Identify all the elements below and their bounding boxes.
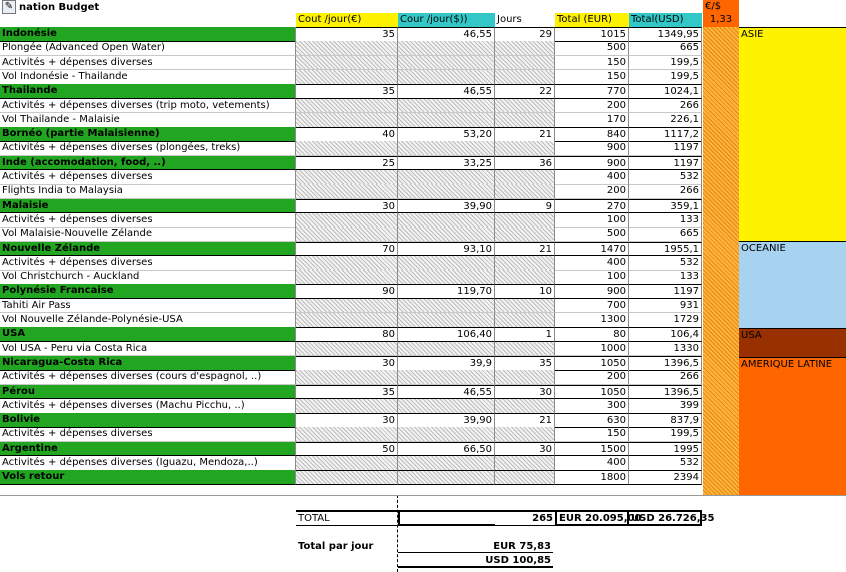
- row-label[interactable]: Inde (accomodation, food, ..): [0, 156, 296, 171]
- cost-per-day-usd[interactable]: 66,50: [398, 442, 495, 457]
- cost-per-day-usd[interactable]: [398, 427, 495, 442]
- cost-per-day-usd[interactable]: 106,40: [398, 327, 495, 342]
- cost-per-day-eur[interactable]: [296, 399, 398, 414]
- total-usd-cell[interactable]: 532: [629, 170, 702, 185]
- total-eur-cell[interactable]: 1050: [555, 385, 629, 400]
- days-count[interactable]: [495, 399, 555, 414]
- row-label[interactable]: Vol USA - Peru via Costa Rica: [0, 342, 296, 357]
- cost-per-day-usd[interactable]: [398, 99, 495, 114]
- total-usd-cell[interactable]: 266: [629, 99, 702, 114]
- cost-per-day-eur[interactable]: 25: [296, 156, 398, 171]
- cost-per-day-usd[interactable]: [398, 56, 495, 71]
- row-label[interactable]: Activités + dépenses diverses: [0, 56, 296, 71]
- total-usd-cell[interactable]: 665: [629, 41, 702, 56]
- row-label[interactable]: Thailande: [0, 84, 296, 99]
- cost-per-day-eur[interactable]: 30: [296, 413, 398, 428]
- header-days[interactable]: Jours: [497, 14, 522, 25]
- total-eur-cell[interactable]: 500: [555, 227, 629, 242]
- days-count[interactable]: [495, 41, 555, 56]
- total-usd-cell[interactable]: 399: [629, 399, 702, 414]
- total-usd-cell[interactable]: 1396,5: [629, 385, 702, 400]
- total-days[interactable]: 265: [495, 510, 555, 526]
- cost-per-day-usd[interactable]: 39,90: [398, 413, 495, 428]
- total-eur-cell[interactable]: 840: [555, 127, 629, 142]
- per-day-usd[interactable]: USD 100,85: [398, 554, 553, 568]
- cost-per-day-usd[interactable]: [398, 170, 495, 185]
- row-label[interactable]: Activités + dépenses diverses: [0, 170, 296, 185]
- cost-per-day-usd[interactable]: 46,55: [398, 84, 495, 99]
- cost-per-day-usd[interactable]: 53,20: [398, 127, 495, 142]
- cost-per-day-eur[interactable]: [296, 342, 398, 357]
- cost-per-day-eur[interactable]: [296, 370, 398, 385]
- header-cost-eur[interactable]: Cout /jour(€): [296, 13, 398, 27]
- cost-per-day-usd[interactable]: [398, 41, 495, 56]
- row-label[interactable]: Activités + dépenses diverses: [0, 213, 296, 228]
- rate-label[interactable]: €/$: [703, 0, 739, 13]
- days-count[interactable]: [495, 113, 555, 128]
- days-count[interactable]: [495, 299, 555, 314]
- total-eur[interactable]: EUR 20.095,00: [555, 510, 629, 526]
- cost-per-day-usd[interactable]: [398, 270, 495, 285]
- total-usd-cell[interactable]: 1024,1: [629, 84, 702, 99]
- days-count[interactable]: [495, 141, 555, 156]
- days-count[interactable]: [495, 427, 555, 442]
- row-label[interactable]: Activités + dépenses diverses (cours d'espagnol, ..): [0, 370, 296, 385]
- row-label[interactable]: Nicaragua-Costa Rica: [0, 356, 296, 371]
- total-eur-cell[interactable]: 900: [555, 141, 629, 156]
- total-usd-cell[interactable]: 1349,95: [629, 27, 702, 42]
- total-eur-cell[interactable]: 400: [555, 256, 629, 271]
- total-eur-cell[interactable]: 900: [555, 156, 629, 171]
- cost-per-day-eur[interactable]: [296, 41, 398, 56]
- cost-per-day-eur[interactable]: 40: [296, 127, 398, 142]
- total-eur-cell[interactable]: 80: [555, 327, 629, 342]
- total-eur-cell[interactable]: 630: [555, 413, 629, 428]
- row-label[interactable]: Plongée (Advanced Open Water): [0, 41, 296, 56]
- total-eur-cell[interactable]: 200: [555, 99, 629, 114]
- total-usd-cell[interactable]: 1330: [629, 342, 702, 357]
- days-count[interactable]: [495, 256, 555, 271]
- cost-per-day-eur[interactable]: [296, 99, 398, 114]
- total-usd-cell[interactable]: 931: [629, 299, 702, 314]
- total-eur-cell[interactable]: 400: [555, 170, 629, 185]
- cost-per-day-eur[interactable]: [296, 299, 398, 314]
- total-usd-cell[interactable]: 199,5: [629, 56, 702, 71]
- days-count[interactable]: 1: [495, 327, 555, 342]
- cost-per-day-eur[interactable]: [296, 141, 398, 156]
- total-usd-cell[interactable]: 133: [629, 270, 702, 285]
- cost-per-day-eur[interactable]: 30: [296, 199, 398, 214]
- days-count[interactable]: 29: [495, 27, 555, 42]
- days-count[interactable]: 10: [495, 284, 555, 299]
- total-usd-cell[interactable]: 266: [629, 370, 702, 385]
- row-label[interactable]: Activités + dépenses diverses (trip moto, vetements): [0, 99, 296, 114]
- total-eur-cell[interactable]: 700: [555, 299, 629, 314]
- days-count[interactable]: [495, 99, 555, 114]
- cost-per-day-usd[interactable]: [398, 213, 495, 228]
- days-count[interactable]: [495, 313, 555, 328]
- row-label[interactable]: Vol Indonésie - Thailande: [0, 70, 296, 85]
- header-total-usd[interactable]: Total(USD): [629, 13, 702, 27]
- days-count[interactable]: [495, 170, 555, 185]
- cost-per-day-eur[interactable]: [296, 270, 398, 285]
- cost-per-day-usd[interactable]: [398, 227, 495, 242]
- total-usd-cell[interactable]: 199,5: [629, 427, 702, 442]
- total-usd-cell[interactable]: 1955,1: [629, 242, 702, 257]
- row-label[interactable]: Activités + dépenses diverses: [0, 427, 296, 442]
- gridline: [0, 495, 846, 496]
- column-divider: [397, 495, 398, 572]
- cost-per-day-usd[interactable]: 46,55: [398, 385, 495, 400]
- row-label[interactable]: Activités + dépenses diverses (Machu Picchu, ..): [0, 399, 296, 414]
- row-label[interactable]: Vol Nouvelle Zélande-Polynésie-USA: [0, 313, 296, 328]
- cost-per-day-eur[interactable]: [296, 470, 398, 485]
- cost-per-day-usd[interactable]: [398, 299, 495, 314]
- row-label[interactable]: Nouvelle Zélande: [0, 242, 296, 257]
- total-eur-cell[interactable]: 770: [555, 84, 629, 99]
- total-eur-cell[interactable]: 100: [555, 270, 629, 285]
- header-cost-usd[interactable]: Cour /jour($)): [398, 13, 495, 27]
- total-eur-cell[interactable]: 200: [555, 184, 629, 199]
- days-count[interactable]: [495, 213, 555, 228]
- row-label[interactable]: USA: [0, 327, 296, 342]
- days-count[interactable]: [495, 184, 555, 199]
- per-day-label[interactable]: Total par jour: [298, 541, 374, 552]
- cost-per-day-eur[interactable]: 35: [296, 84, 398, 99]
- row-label[interactable]: Polynésie Francaise: [0, 284, 296, 299]
- row-label[interactable]: Vols retour: [0, 470, 296, 485]
- row-label[interactable]: Argentine: [0, 442, 296, 457]
- row-label[interactable]: Activités + dépenses diverses (Iguazu, Mendoza,..): [0, 456, 296, 471]
- total-eur-cell[interactable]: 500: [555, 41, 629, 56]
- days-count[interactable]: 36: [495, 156, 555, 171]
- total-eur-cell[interactable]: 100: [555, 213, 629, 228]
- header-total-eur[interactable]: Total (EUR): [555, 13, 629, 27]
- row-label[interactable]: Bornéo (partie Malaisienne): [0, 127, 296, 142]
- cost-per-day-usd[interactable]: [398, 370, 495, 385]
- row-label[interactable]: Tahiti Air Pass: [0, 299, 296, 314]
- total-eur-cell[interactable]: 200: [555, 370, 629, 385]
- cost-per-day-usd[interactable]: 33,25: [398, 156, 495, 171]
- cost-per-day-usd[interactable]: [398, 141, 495, 156]
- total-eur-cell[interactable]: 1300: [555, 313, 629, 328]
- row-label[interactable]: Vol Malaisie-Nouvelle Zélande: [0, 227, 296, 242]
- total-usd-cell[interactable]: 665: [629, 227, 702, 242]
- total-eur-cell[interactable]: 900: [555, 284, 629, 299]
- cost-per-day-usd[interactable]: [398, 313, 495, 328]
- total-usd-cell[interactable]: 1729: [629, 313, 702, 328]
- cost-per-day-usd[interactable]: [398, 399, 495, 414]
- row-label[interactable]: Vol Thailande - Malaisie: [0, 113, 296, 128]
- total-usd-cell[interactable]: 133: [629, 213, 702, 228]
- cost-per-day-usd[interactable]: [398, 470, 495, 485]
- cost-per-day-eur[interactable]: [296, 456, 398, 471]
- region-amerique-latine[interactable]: AMERIQUE LATINE: [739, 357, 846, 495]
- total-eur-cell[interactable]: 150: [555, 427, 629, 442]
- cost-per-day-eur[interactable]: 80: [296, 327, 398, 342]
- cost-per-day-eur[interactable]: [296, 256, 398, 271]
- cost-per-day-usd[interactable]: [398, 456, 495, 471]
- total-eur-cell[interactable]: 1470: [555, 242, 629, 257]
- total-label[interactable]: TOTAL: [296, 510, 398, 526]
- region-usa[interactable]: USA: [739, 328, 846, 357]
- region-asie[interactable]: ASIE: [739, 27, 846, 241]
- days-count[interactable]: [495, 456, 555, 471]
- cost-per-day-usd[interactable]: [398, 70, 495, 85]
- cost-per-day-eur[interactable]: [296, 227, 398, 242]
- days-count[interactable]: [495, 227, 555, 242]
- days-count[interactable]: 22: [495, 84, 555, 99]
- cost-per-day-eur[interactable]: 35: [296, 385, 398, 400]
- days-count[interactable]: 9: [495, 199, 555, 214]
- total-usd-cell[interactable]: 1197: [629, 141, 702, 156]
- total-usd-cell[interactable]: 359,1: [629, 199, 702, 214]
- rate-column-fill: [703, 27, 739, 495]
- cost-per-day-usd[interactable]: 39,9: [398, 356, 495, 371]
- cost-per-day-usd[interactable]: 46,55: [398, 27, 495, 42]
- total-usd-cell[interactable]: 2394: [629, 470, 702, 485]
- app-icon[interactable]: ✎: [2, 0, 16, 14]
- total-eur-cell[interactable]: 150: [555, 56, 629, 71]
- row-label[interactable]: Pérou: [0, 385, 296, 400]
- total-usd-cell[interactable]: 837,9: [629, 413, 702, 428]
- total-eur-cell[interactable]: 400: [555, 456, 629, 471]
- row-label[interactable]: Flights India to Malaysia: [0, 184, 296, 199]
- cost-per-day-eur[interactable]: 50: [296, 442, 398, 457]
- cost-per-day-eur[interactable]: [296, 56, 398, 71]
- total-usd-cell[interactable]: 1197: [629, 156, 702, 171]
- row-label[interactable]: Bolivie: [0, 413, 296, 428]
- total-usd-cell[interactable]: 106,4: [629, 327, 702, 342]
- total-eur-cell[interactable]: 1500: [555, 442, 629, 457]
- total-usd-cell[interactable]: 1396,5: [629, 356, 702, 371]
- sheet-title: nation Budget: [19, 2, 100, 13]
- cost-per-day-usd[interactable]: [398, 184, 495, 199]
- days-count[interactable]: 21: [495, 242, 555, 257]
- total-empty[interactable]: [398, 510, 495, 526]
- days-count[interactable]: [495, 270, 555, 285]
- total-eur-cell[interactable]: 270: [555, 199, 629, 214]
- row-label[interactable]: Malaisie: [0, 199, 296, 214]
- cost-per-day-eur[interactable]: [296, 427, 398, 442]
- total-usd-cell[interactable]: 226,1: [629, 113, 702, 128]
- total-eur-cell[interactable]: 300: [555, 399, 629, 414]
- rate-value[interactable]: 1,33: [703, 13, 739, 27]
- days-count[interactable]: 21: [495, 413, 555, 428]
- cost-per-day-eur[interactable]: 70: [296, 242, 398, 257]
- row-label[interactable]: Activités + dépenses diverses: [0, 256, 296, 271]
- total-eur-cell[interactable]: 150: [555, 70, 629, 85]
- cost-per-day-usd[interactable]: [398, 113, 495, 128]
- cost-per-day-usd[interactable]: 39,90: [398, 199, 495, 214]
- cost-per-day-eur[interactable]: 35: [296, 27, 398, 42]
- cost-per-day-usd[interactable]: 93,10: [398, 242, 495, 257]
- total-usd-cell[interactable]: 266: [629, 184, 702, 199]
- cost-per-day-eur[interactable]: 30: [296, 356, 398, 371]
- cost-per-day-eur[interactable]: [296, 313, 398, 328]
- total-eur-cell[interactable]: 1015: [555, 27, 629, 42]
- total-eur-cell[interactable]: 1000: [555, 342, 629, 357]
- region-oceanie[interactable]: OCEANIE: [739, 241, 846, 328]
- days-count[interactable]: [495, 70, 555, 85]
- cost-per-day-eur[interactable]: [296, 184, 398, 199]
- days-count[interactable]: [495, 370, 555, 385]
- cost-per-day-eur[interactable]: [296, 113, 398, 128]
- per-day-eur[interactable]: EUR 75,83: [398, 540, 553, 553]
- cost-per-day-eur[interactable]: [296, 170, 398, 185]
- total-usd-cell[interactable]: 1197: [629, 284, 702, 299]
- cost-per-day-usd[interactable]: [398, 256, 495, 271]
- days-count[interactable]: 21: [495, 127, 555, 142]
- total-usd-cell[interactable]: 532: [629, 456, 702, 471]
- days-count[interactable]: 30: [495, 385, 555, 400]
- row-label[interactable]: Vol Christchurch - Auckland: [0, 270, 296, 285]
- days-count[interactable]: [495, 470, 555, 485]
- total-usd[interactable]: USD 26.726,35: [629, 510, 702, 526]
- cost-per-day-eur[interactable]: [296, 70, 398, 85]
- cost-per-day-eur[interactable]: 90: [296, 284, 398, 299]
- total-usd-cell[interactable]: 532: [629, 256, 702, 271]
- total-eur-cell[interactable]: 170: [555, 113, 629, 128]
- total-usd-cell[interactable]: 199,5: [629, 70, 702, 85]
- days-count[interactable]: 35: [495, 356, 555, 371]
- cost-per-day-eur[interactable]: [296, 213, 398, 228]
- days-count[interactable]: [495, 342, 555, 357]
- days-count[interactable]: 30: [495, 442, 555, 457]
- row-label[interactable]: Indonésie: [0, 27, 296, 42]
- days-count[interactable]: [495, 56, 555, 71]
- cost-per-day-usd[interactable]: [398, 342, 495, 357]
- total-usd-cell[interactable]: 1117,2: [629, 127, 702, 142]
- cost-per-day-usd[interactable]: 119,70: [398, 284, 495, 299]
- total-usd-cell[interactable]: 1995: [629, 442, 702, 457]
- total-eur-cell[interactable]: 1800: [555, 470, 629, 485]
- total-eur-cell[interactable]: 1050: [555, 356, 629, 371]
- row-label[interactable]: Activités + dépenses diverses (plongées, treks): [0, 141, 296, 156]
